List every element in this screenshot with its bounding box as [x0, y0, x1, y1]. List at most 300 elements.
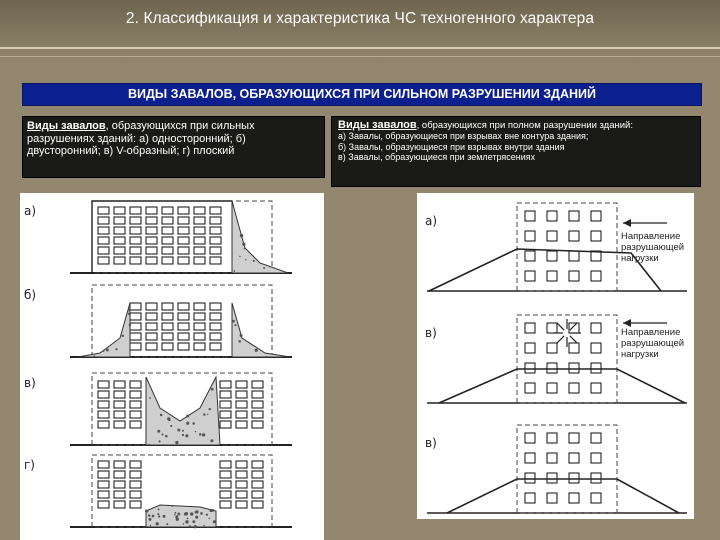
- window: [569, 453, 579, 463]
- window: [236, 401, 247, 408]
- right-figure-panel: [417, 193, 694, 519]
- rubble-speck: [186, 415, 189, 418]
- window: [98, 421, 109, 428]
- window: [591, 383, 601, 393]
- window: [130, 381, 141, 388]
- rubble-speck: [194, 525, 197, 528]
- window: [98, 237, 109, 244]
- rubble-speck: [202, 433, 205, 436]
- window: [194, 343, 205, 350]
- rubble-speck: [255, 349, 258, 352]
- right-caption: [331, 116, 701, 187]
- window: [591, 493, 601, 503]
- window: [194, 217, 205, 224]
- explosion-ray: [570, 323, 577, 330]
- load-direction-label-2-line-2: разрушающей: [621, 338, 685, 349]
- window: [162, 207, 173, 214]
- diagram-label-left-4: г): [24, 458, 35, 472]
- window: [162, 217, 173, 224]
- window: [210, 313, 221, 320]
- window: [252, 501, 263, 508]
- window: [130, 391, 141, 398]
- window: [146, 217, 157, 224]
- rubble-speck: [195, 516, 198, 519]
- rubble-speck: [157, 513, 159, 515]
- window: [547, 363, 557, 373]
- diagram-label-right-3: в): [425, 436, 437, 450]
- window: [98, 207, 109, 214]
- window: [114, 391, 125, 398]
- window: [194, 333, 205, 340]
- rubble-speck: [232, 320, 235, 323]
- rubble-speck: [186, 422, 189, 425]
- left-figure-panel: [20, 193, 324, 540]
- window: [194, 323, 205, 330]
- window: [194, 303, 205, 310]
- rubble-speck: [148, 514, 150, 516]
- window: [130, 217, 141, 224]
- window: [130, 247, 141, 254]
- window: [547, 383, 557, 393]
- window: [591, 323, 601, 333]
- window: [130, 421, 141, 428]
- window: [162, 343, 173, 350]
- window: [525, 473, 535, 483]
- window: [569, 493, 579, 503]
- rubble-speck: [176, 518, 179, 521]
- left-caption-lead: Виды завалов: [27, 120, 106, 132]
- rubble-speck: [186, 514, 188, 516]
- window: [178, 257, 189, 264]
- window: [98, 461, 109, 468]
- window: [130, 343, 141, 350]
- window: [98, 411, 109, 418]
- window: [525, 211, 535, 221]
- window: [569, 211, 579, 221]
- rubble-speck: [182, 430, 184, 432]
- window: [130, 313, 141, 320]
- window: [146, 257, 157, 264]
- window: [194, 237, 205, 244]
- diagram-label-right-2: в): [425, 326, 437, 340]
- explosion-ray: [570, 336, 577, 343]
- window: [146, 323, 157, 330]
- window: [114, 481, 125, 488]
- window: [210, 217, 221, 224]
- rubble-speck: [209, 408, 211, 410]
- window: [178, 313, 189, 320]
- window: [220, 471, 231, 478]
- window: [220, 381, 231, 388]
- rubble-speck: [244, 248, 246, 250]
- window: [525, 343, 535, 353]
- window: [547, 433, 557, 443]
- window: [220, 401, 231, 408]
- window: [98, 401, 109, 408]
- window: [569, 231, 579, 241]
- window: [547, 323, 557, 333]
- building-outline: [517, 203, 617, 291]
- rubble-speck: [165, 435, 168, 438]
- window: [194, 257, 205, 264]
- window: [178, 217, 189, 224]
- rubble-speck: [152, 515, 155, 518]
- window: [210, 237, 221, 244]
- rubble-speck: [203, 413, 205, 415]
- load-arrowhead: [623, 219, 631, 227]
- explosion-ray: [557, 323, 564, 330]
- diagram-label-left-2: б): [24, 288, 37, 302]
- window: [252, 461, 263, 468]
- window: [236, 421, 247, 428]
- rubble-speck: [210, 439, 213, 442]
- rubble-speck: [203, 525, 205, 527]
- rubble-speck: [189, 525, 191, 527]
- rubble-speck: [172, 505, 174, 507]
- right-debris-diagram: [417, 193, 694, 519]
- window: [162, 303, 173, 310]
- window: [569, 433, 579, 443]
- window: [220, 421, 231, 428]
- window: [146, 333, 157, 340]
- rubble-speck: [206, 514, 208, 516]
- rubble-speck: [166, 523, 168, 525]
- window: [130, 501, 141, 508]
- window: [236, 481, 247, 488]
- window: [525, 383, 535, 393]
- rubble-speck: [240, 334, 243, 337]
- rubble-speck: [145, 509, 148, 512]
- window: [114, 237, 125, 244]
- window: [130, 257, 141, 264]
- left-debris-diagram: [20, 193, 324, 540]
- window: [236, 411, 247, 418]
- window: [569, 343, 579, 353]
- rubble-speck: [213, 520, 216, 523]
- window: [252, 481, 263, 488]
- window: [525, 453, 535, 463]
- rubble-speck: [211, 388, 214, 391]
- rubble-speck: [128, 312, 131, 315]
- window: [178, 247, 189, 254]
- rubble-speck: [209, 509, 212, 512]
- window: [220, 481, 231, 488]
- window: [547, 231, 557, 241]
- rubble-speck: [163, 515, 166, 518]
- rubble-speck: [106, 349, 109, 352]
- window: [194, 227, 205, 234]
- window: [194, 247, 205, 254]
- rubble-speck: [157, 430, 160, 433]
- rubble-speck: [207, 414, 208, 415]
- rubble-speck: [149, 444, 151, 446]
- window: [210, 303, 221, 310]
- right-caption-lead: Виды завалов: [338, 119, 417, 131]
- rubble-speck: [199, 433, 201, 435]
- rubble-speck: [103, 350, 105, 352]
- window: [236, 501, 247, 508]
- rubble-speck: [192, 520, 195, 523]
- window: [252, 391, 263, 398]
- window: [162, 247, 173, 254]
- window: [178, 227, 189, 234]
- rubble-speck: [192, 422, 195, 425]
- building-outline: [517, 425, 617, 513]
- rubble-speck: [158, 440, 160, 442]
- window: [114, 227, 125, 234]
- window: [114, 247, 125, 254]
- window: [210, 333, 221, 340]
- right-caption-line-a: а) Завалы, образующиеся при взрывах вне контура здания;: [338, 131, 589, 142]
- window: [210, 227, 221, 234]
- debris-profile-b: [439, 369, 685, 403]
- rubble-speck: [200, 512, 203, 515]
- rubble-speck: [234, 270, 236, 272]
- window: [130, 333, 141, 340]
- window: [591, 363, 601, 373]
- window: [591, 211, 601, 221]
- window: [252, 411, 263, 418]
- window: [591, 473, 601, 483]
- window: [98, 247, 109, 254]
- window: [114, 411, 125, 418]
- window: [178, 237, 189, 244]
- diagram-label-left-1: а): [24, 204, 37, 218]
- window: [194, 207, 205, 214]
- window: [114, 257, 125, 264]
- window: [220, 391, 231, 398]
- window: [220, 461, 231, 468]
- rubble-speck: [168, 419, 170, 421]
- window: [98, 381, 109, 388]
- window: [210, 247, 221, 254]
- rubble-speck: [195, 510, 198, 513]
- window: [525, 251, 535, 261]
- window: [146, 207, 157, 214]
- window: [98, 491, 109, 498]
- window: [210, 343, 221, 350]
- window: [569, 323, 579, 333]
- rubble-speck: [239, 256, 241, 258]
- window: [114, 207, 125, 214]
- window: [525, 271, 535, 281]
- window: [162, 257, 173, 264]
- window: [98, 227, 109, 234]
- window: [130, 401, 141, 408]
- right-caption-intro: , образующихся при полном разрушении зданий:: [416, 120, 633, 131]
- window: [98, 501, 109, 508]
- window: [236, 491, 247, 498]
- window: [178, 207, 189, 214]
- rubble-speck: [156, 522, 159, 525]
- window: [162, 333, 173, 340]
- rubble-speck: [238, 340, 241, 343]
- window: [130, 461, 141, 468]
- rubble-speck: [187, 518, 189, 520]
- rubble-speck: [170, 425, 172, 427]
- window: [220, 491, 231, 498]
- window: [146, 343, 157, 350]
- window: [525, 363, 535, 373]
- window: [114, 491, 125, 498]
- rubble-speck: [122, 335, 124, 337]
- window: [547, 493, 557, 503]
- window: [569, 271, 579, 281]
- window: [114, 471, 125, 478]
- window: [547, 473, 557, 483]
- window: [130, 237, 141, 244]
- rubble-speck: [162, 433, 164, 435]
- window: [162, 227, 173, 234]
- rubble-speck: [158, 515, 160, 517]
- window: [220, 411, 231, 418]
- window: [236, 461, 247, 468]
- window: [178, 303, 189, 310]
- window: [130, 491, 141, 498]
- rubble-speck: [245, 259, 246, 260]
- rubble-speck: [209, 518, 211, 520]
- window: [569, 251, 579, 261]
- load-arrowhead: [623, 319, 631, 327]
- window: [98, 481, 109, 488]
- rubble-speck: [195, 431, 196, 432]
- rubble-speck: [160, 414, 163, 417]
- window: [114, 501, 125, 508]
- window: [114, 217, 125, 224]
- rubble-speck: [182, 434, 184, 436]
- window: [591, 343, 601, 353]
- window: [591, 433, 601, 443]
- window: [569, 363, 579, 373]
- rubble-speck: [150, 525, 152, 527]
- window: [252, 421, 263, 428]
- right-caption-line-b: б) Завалы, образующиеся при взрывах внутри здания: [338, 141, 565, 152]
- rubble-speck: [183, 523, 185, 525]
- window: [236, 471, 247, 478]
- section-banner: ВИДЫ ЗАВАЛОВ, ОБРАЗУЮЩИХСЯ ПРИ СИЛЬНОМ РАЗРУШЕНИИ ЗДАНИЙ: [22, 83, 702, 106]
- window: [114, 421, 125, 428]
- window: [130, 207, 141, 214]
- load-direction-label-1-line-3: нагрузки: [621, 253, 659, 264]
- window: [130, 481, 141, 488]
- rubble-speck: [185, 434, 188, 437]
- diagram-label-right-1: а): [425, 214, 438, 228]
- window: [252, 471, 263, 478]
- window: [114, 401, 125, 408]
- window: [547, 453, 557, 463]
- header-divider-thin: [0, 56, 720, 57]
- window: [220, 501, 231, 508]
- rubble-speck: [190, 512, 193, 515]
- window: [98, 217, 109, 224]
- window: [525, 493, 535, 503]
- window: [130, 227, 141, 234]
- window: [114, 381, 125, 388]
- window: [525, 231, 535, 241]
- rubble-speck: [174, 514, 175, 515]
- load-direction-label-1-line-1: Направление: [621, 231, 681, 242]
- window: [569, 473, 579, 483]
- debris-profile-c: [447, 479, 679, 513]
- window: [252, 381, 263, 388]
- rubble-speck: [234, 324, 236, 326]
- left-caption-body: , образующихся при сильных разрушениях зданий: а) односторонний; б) двусторонний; в) V-образный; г) плоский: [27, 120, 255, 157]
- rubble-speck: [175, 441, 178, 444]
- load-direction-label-2-line-3: нагрузки: [621, 349, 659, 360]
- window: [146, 247, 157, 254]
- window: [130, 323, 141, 330]
- load-direction-label-2-line-1: Направление: [621, 327, 681, 338]
- window: [178, 323, 189, 330]
- window: [547, 271, 557, 281]
- rubble-speck: [266, 356, 267, 357]
- window: [210, 323, 221, 330]
- window: [252, 401, 263, 408]
- rubble-speck: [129, 324, 132, 327]
- explosion-ray: [557, 336, 564, 343]
- window: [178, 343, 189, 350]
- window: [210, 207, 221, 214]
- rubble-speck: [128, 308, 131, 311]
- window: [130, 303, 141, 310]
- window: [547, 251, 557, 261]
- window: [547, 211, 557, 221]
- debris-one-sided: [232, 201, 288, 273]
- rubble-speck: [175, 512, 177, 514]
- window: [162, 313, 173, 320]
- diagram-label-left-3: в): [24, 376, 36, 390]
- window: [591, 231, 601, 241]
- rubble-speck: [158, 509, 160, 511]
- rubble-speck: [253, 260, 255, 262]
- rubble-speck: [93, 355, 95, 357]
- window: [98, 391, 109, 398]
- rubble-speck: [263, 267, 265, 269]
- window: [525, 433, 535, 443]
- header-divider: [0, 47, 720, 49]
- window: [252, 491, 263, 498]
- window: [591, 453, 601, 463]
- window: [146, 303, 157, 310]
- rubble-speck: [149, 397, 151, 399]
- window: [162, 237, 173, 244]
- rubble-speck: [177, 429, 180, 432]
- window: [146, 227, 157, 234]
- window: [178, 333, 189, 340]
- debris-left: [78, 303, 130, 357]
- window: [194, 313, 205, 320]
- window: [130, 471, 141, 478]
- right-caption-line-c: в) Завалы, образующиеся при землетрясениях: [338, 151, 536, 162]
- rubble-speck: [149, 518, 152, 521]
- load-direction-label-1-line-2: разрушающей: [621, 242, 685, 253]
- rubble-speck: [115, 348, 117, 350]
- rubble-speck: [177, 513, 180, 516]
- window: [569, 383, 579, 393]
- window: [591, 271, 601, 281]
- window: [525, 323, 535, 333]
- rubble-speck: [185, 520, 188, 523]
- window: [236, 381, 247, 388]
- slide-title: 2. Классификация и характеристика ЧС техногенного характера: [125, 10, 595, 27]
- window: [236, 391, 247, 398]
- window: [210, 257, 221, 264]
- window: [98, 257, 109, 264]
- window: [98, 471, 109, 478]
- window: [146, 313, 157, 320]
- window: [146, 237, 157, 244]
- rubble-speck: [240, 234, 243, 237]
